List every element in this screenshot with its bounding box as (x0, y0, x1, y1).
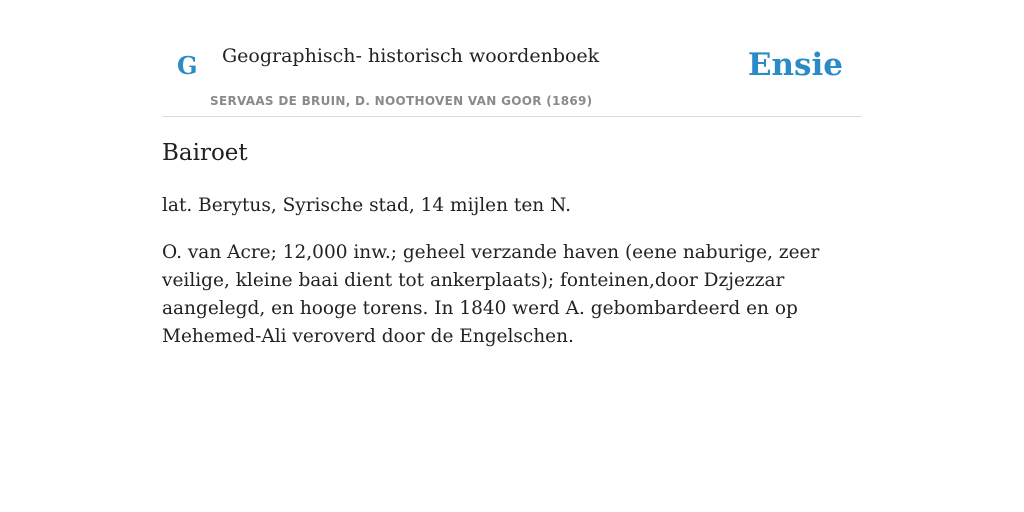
entry-headword: Bairoet (162, 140, 248, 166)
page-header (162, 0, 862, 117)
entry-paragraph: O. van Acre; 12,000 inw.; geheel verzande haven (eene naburige, zeer veilige, kleine baai dient tot ankerplaats); fonteinen,door Dzjezzar aangelegd, en hooge torens. In 1840 werd A. gebombardeerd en op Mehemed-Ali veroverd door de Engelschen. (162, 242, 820, 347)
book-authors: SERVAAS DE BRUIN, D. NOOTHOVEN VAN GOOR (1869) (210, 94, 593, 108)
book-title[interactable]: Geographisch- historisch woordenboek (222, 45, 600, 67)
page-container (162, 0, 862, 347)
entry-paragraph: lat. Berytus, Syrische stad, 14 mijlen ten N. (162, 195, 571, 216)
book-logo-letter[interactable]: G (177, 51, 198, 80)
brand-logo[interactable]: Ensie (747, 47, 843, 83)
